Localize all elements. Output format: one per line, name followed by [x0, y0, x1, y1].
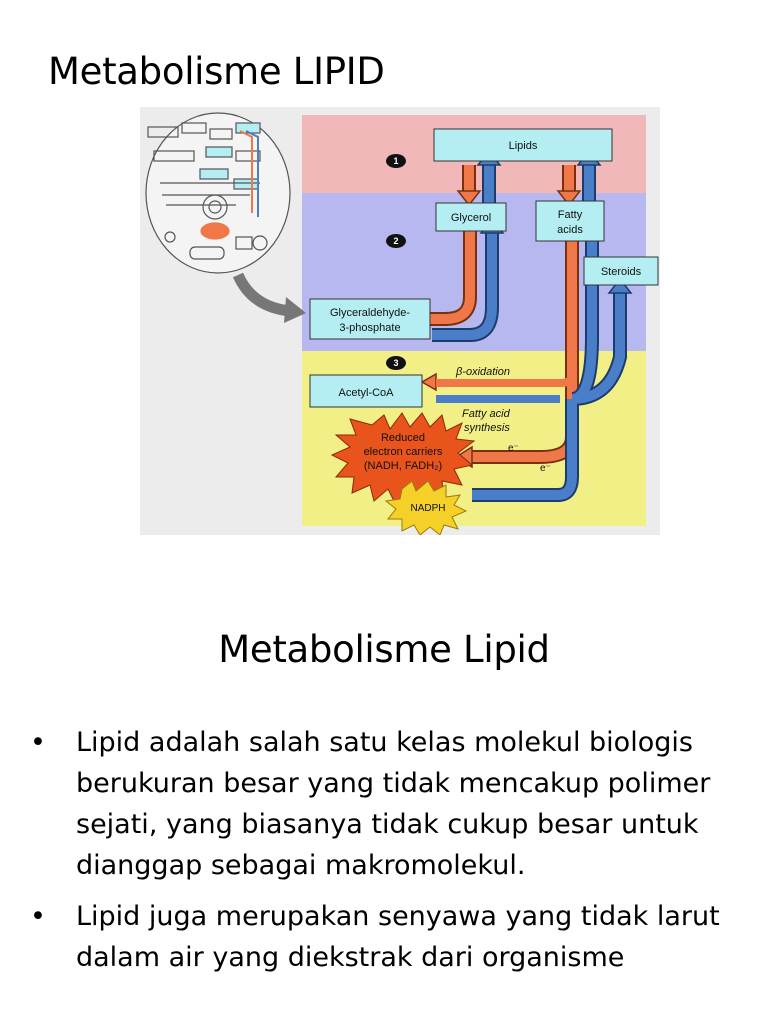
bullet-text: Lipid juga merupakan senyawa yang tidak larut dalam air yang diekstrak dari organisme — [76, 901, 720, 973]
cell-sketch — [146, 113, 290, 273]
node-steroids-label: Steroids — [600, 266, 642, 278]
step-marker-2-label: 2 — [393, 236, 399, 246]
bullet-dot: • — [30, 727, 46, 758]
bullet-list — [30, 722, 750, 988]
pointer-arrow — [238, 275, 290, 311]
label-fatty-acid-synthesis-2: synthesis — [464, 422, 510, 434]
section-title: Metabolisme Lipid — [218, 628, 550, 671]
node-fatty-acids-label-2: acids — [557, 224, 583, 236]
node-nadph-label: NADPH — [410, 503, 446, 514]
node-glycerol-label: Glycerol — [450, 212, 492, 224]
step-marker-3-label: 3 — [393, 358, 399, 368]
node-acetyl-coa-label: Acetyl-CoA — [338, 387, 394, 399]
bullet-dot: • — [30, 901, 46, 932]
node-carriers-label-2: electron carriers — [363, 446, 443, 458]
node-carriers-label-3: (NADH, FADH₂) — [363, 460, 443, 472]
bullet-text: Lipid adalah salah satu kelas molekul biologis berukuran besar yang tidak mencakup polimer sejati, yang biasanya tidak cukup besar untuk dianggap sebagai makromolekul. — [76, 727, 711, 881]
bullet-item — [30, 722, 750, 886]
lipid-metabolism-diagram — [140, 107, 660, 535]
step-marker-1-label: 1 — [393, 156, 399, 166]
label-beta-oxidation: β-oxidation — [456, 366, 510, 378]
node-g3p-label-2: 3-phosphate — [339, 322, 401, 334]
label-fatty-acid-synthesis-1: Fatty acid — [462, 408, 510, 420]
bullet-item — [30, 896, 750, 978]
node-fatty-acids-label-1: Fatty — [557, 209, 583, 221]
slide-title: Metabolisme LIPID — [48, 50, 385, 93]
node-lipids-label: Lipids — [508, 140, 538, 152]
label-electron-1: e⁻ — [508, 443, 519, 454]
label-electron-2: e⁻ — [540, 463, 551, 474]
node-g3p-label-1: Glyceraldehyde- — [329, 307, 411, 319]
node-carriers-label-1: Reduced — [380, 432, 426, 444]
